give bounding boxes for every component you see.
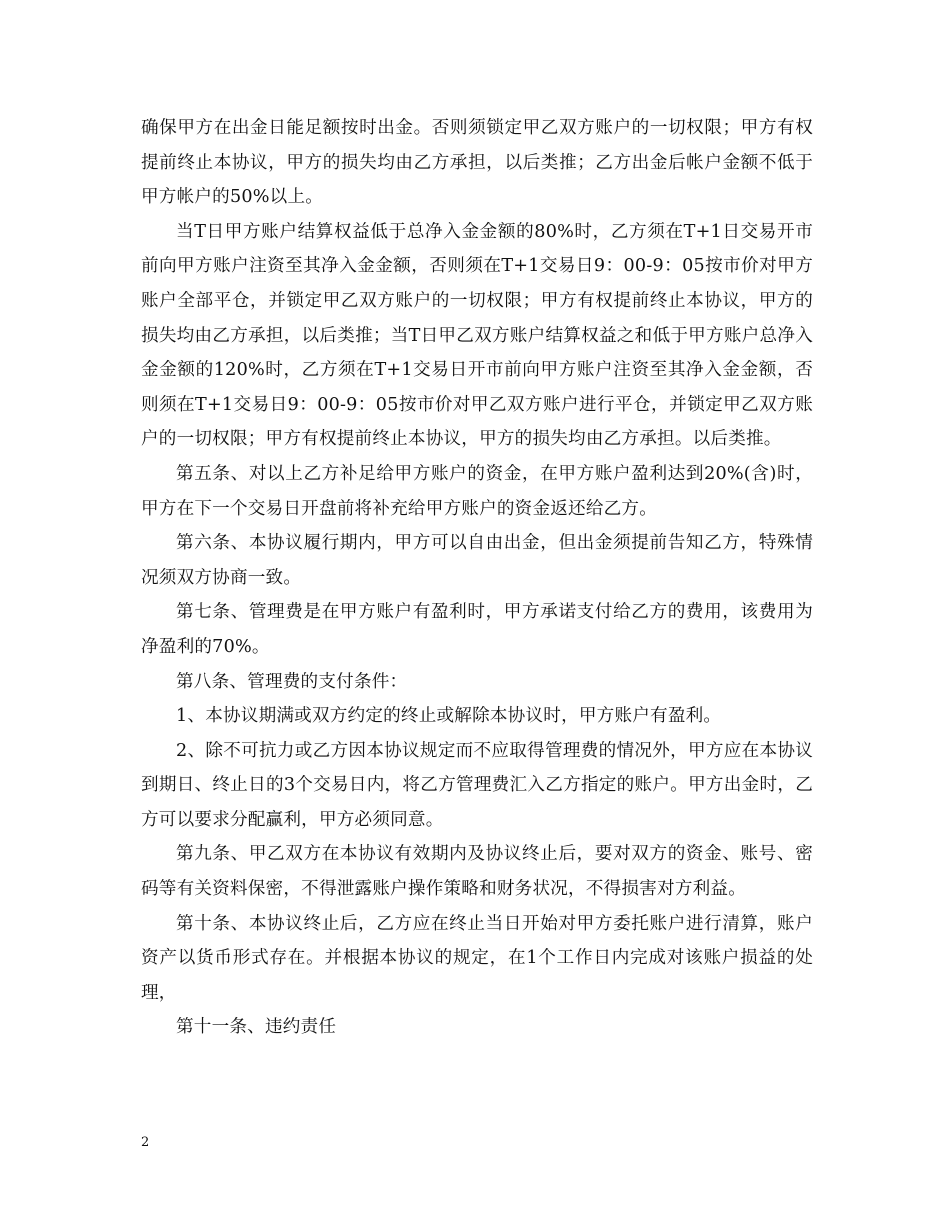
paragraph-article-10: 第十条、本协议终止后，乙方应在终止当日开始对甲方委托账户进行清算，账户资产以货币形式存在。并根据本协议的规定，在1个工作日内完成对该账户损益的处理， xyxy=(141,913,813,1003)
paragraph-article-5: 第五条、对以上乙方补足给甲方账户的资金，在甲方账户盈利达到20%(含)时，甲方在下一个交易日开盘前将补充给甲方账户的资金返还给乙方。 xyxy=(141,463,813,519)
paragraph-article-8-item-2: 2、除不可抗力或乙方因本协议规定而不应取得管理费的情况外，甲方应在本协议到期日、终止日的3个交易日内，将乙方管理费汇入乙方指定的账户。甲方出金时，乙方可以要求分配赢利，甲方必须同意。 xyxy=(141,740,813,830)
paragraph-article-8: 第八条、管理费的支付条件： xyxy=(176,671,408,692)
paragraph-1: 确保甲方在出金日能足额按时出金。否则须锁定甲乙双方账户的一切权限；甲方有权提前终止本协议，甲方的损失均由乙方承担，以后类推；乙方出金后帐户金额不低于甲方帐户的50%以上。 xyxy=(141,118,813,208)
page-number: 2 xyxy=(141,1135,150,1150)
paragraph-article-11: 第十一条、违约责任 xyxy=(176,1017,337,1038)
paragraph-article-7: 第七条、管理费是在甲方账户有盈利时，甲方承诺支付给乙方的费用，该费用为净盈利的70%。 xyxy=(141,602,813,657)
paragraph-2: 当T日甲方账户结算权益低于总净入金金额的80%时，乙方须在T+1日交易开市前向甲方账户注资至其净入金金额，否则须在T+1交易日9：00-9：05按市价对甲方账户全部平仓，并锁定甲乙双方账户的一切权限；甲方有权提前终止本协议，甲方的损失均由乙方承担，以后类推；当T日甲乙双方账户结算权益之和低于甲方账户总净入金金额的120%时，乙方须在T+1交易日开市前向甲方账户注资至其净入金金额，否则须在T+1交易日9：00-9：05按市价对甲乙双方账户进行平仓，并锁定甲乙双方账户的一切权限；甲方有权提前终止本协议，甲方的损失均由乙方承担。以后类推。 xyxy=(141,221,813,450)
paragraph-article-6: 第六条、本协议履行期内，甲方可以自由出金，但出金须提前告知乙方，特殊情况须双方协商一致。 xyxy=(141,533,813,588)
paragraph-article-8-item-1: 1、本协议期满或双方约定的终止或解除本协议时，甲方账户有盈利。 xyxy=(176,706,722,727)
document-body xyxy=(141,111,813,1045)
paragraph-article-9: 第九条、甲乙双方在本协议有效期内及协议终止后，要对双方的资金、账号、密码等有关资料保密，不得泄露账户操作策略和财务状况，不得损害对方利益。 xyxy=(141,844,813,900)
